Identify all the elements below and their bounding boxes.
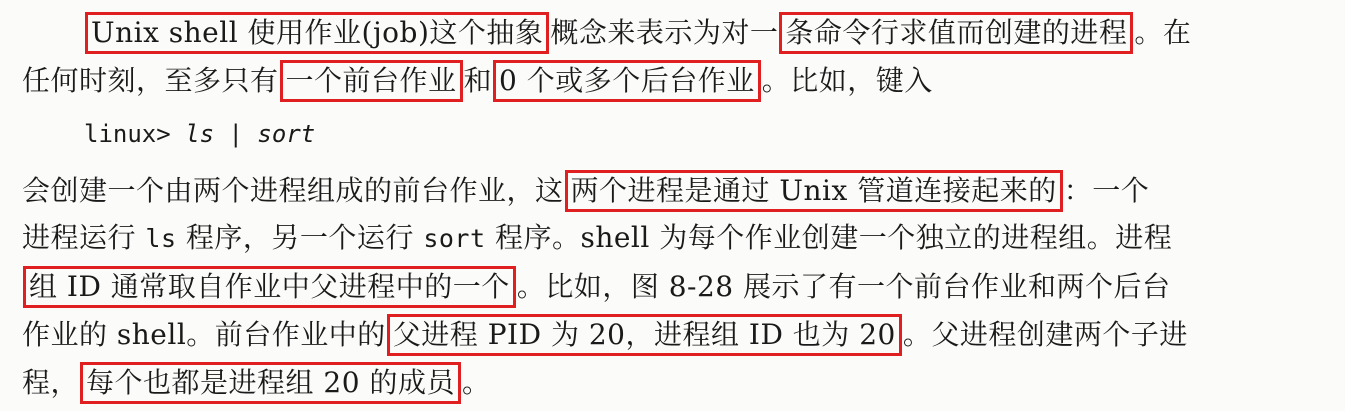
text-span: 。在 [1134,16,1192,49]
highlight-box: 组 ID 通常取自作业中父进程中的一个 [23,266,516,308]
paragraph-2-line-3 [22,266,1171,308]
command-ls: ls [185,120,215,148]
paragraph-2-line-5 [22,362,490,404]
highlight-box: 条命令行求值而创建的进程 [779,12,1133,54]
text-span: 概念来表示为对一 [550,16,779,49]
highlight-box: 一个前台作业 [280,60,463,102]
highlight-box: 0 个或多个后台作业 [493,60,761,102]
text-span: 任何时刻，至多只有 [22,64,279,97]
text-span: ：一个 [1063,174,1150,207]
text-span: 。比如，键入 [761,64,933,97]
text-span: 。 [461,366,491,399]
paragraph-2-line-1 [22,170,1149,212]
paragraph-1-line-1 [84,12,1191,54]
paragraph-2-line-4 [22,314,1188,356]
highlight-box: 两个进程是通过 Unix 管道连接起来的 [565,170,1063,212]
text-span: 进程运行 [22,221,146,254]
highlight-box: 父进程 PID 为 20，进程组 ID 也为 20 [387,314,902,356]
text-span: 程序。shell 为每个作业创建一个独立的进程组。进程 [485,221,1173,254]
inline-code-ls: ls [145,224,177,253]
code-example [84,114,315,154]
text-span: 会创建一个由两个进程组成的前台作业，这 [22,174,564,207]
text-span: 程， [22,366,80,399]
command-sort: sort [257,120,316,148]
text-span: 和 [463,64,493,97]
paragraph-2-line-2 [22,218,1172,259]
highlight-box: 每个也都是进程组 20 的成员 [80,362,461,404]
text-span: 作业的 shell。前台作业中的 [22,318,386,351]
text-span: 。比如，图 8-28 展示了有一个前台作业和两个后台 [516,270,1171,303]
shell-prompt: linux> [84,120,186,148]
text-span: 。父进程创建两个子进 [902,318,1188,351]
text-span: 程序，另一个运行 [176,221,424,254]
inline-code-sort: sort [423,224,486,253]
paragraph-1-line-2 [22,60,933,102]
highlight-box: Unix shell 使用作业(job)这个抽象 [85,12,549,54]
pipe-symbol: | [214,120,258,148]
